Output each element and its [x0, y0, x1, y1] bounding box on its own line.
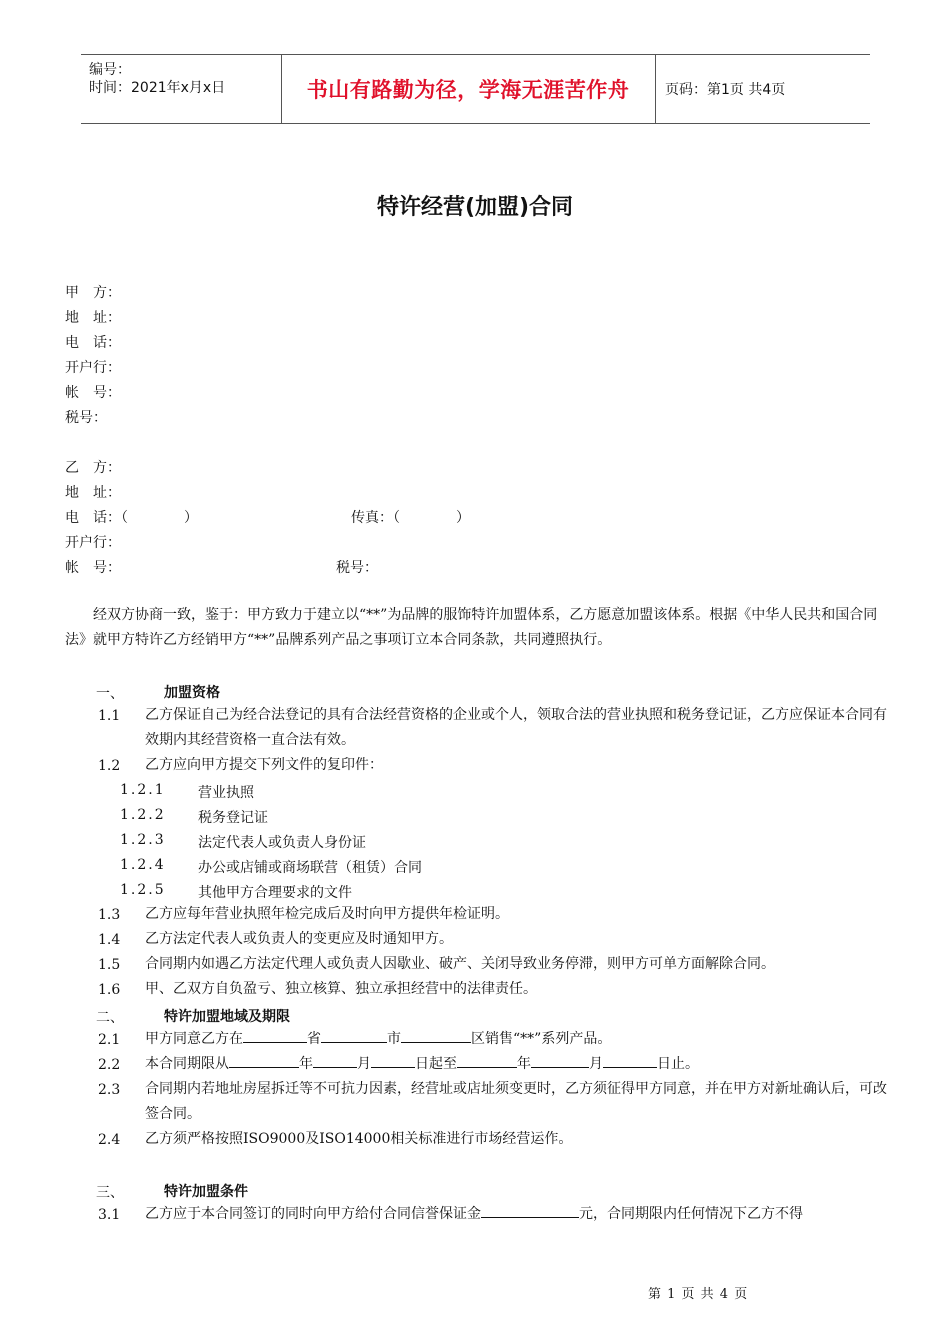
subclause-number: 1.2.4 — [120, 857, 166, 873]
subclause-number: 1.2.1 — [120, 782, 166, 798]
party-b-phone: 电 话：（ ） — [65, 510, 198, 526]
document-title: 特许经营(加盟)合同 — [376, 195, 574, 220]
subclause-text: 税务登记证 — [198, 810, 268, 826]
clause-2-4-text: 乙方须严格按照ISO9000及ISO14000相关标准进行市场经营运作。 — [145, 1131, 573, 1147]
clause-2-1-number: 2.1 — [98, 1032, 121, 1048]
clause-1-1-number: 1.1 — [98, 708, 121, 724]
page-footer: 第 1 页 共 4 页 — [648, 1287, 749, 1302]
subclause-number: 1.2.3 — [120, 832, 166, 848]
clause-2-2-number: 2.2 — [98, 1057, 121, 1073]
header-page-cell — [655, 55, 870, 123]
clause-2-1-text: 甲方同意乙方在 省 市 区销售“**”系列产品。 — [145, 1027, 611, 1052]
header-table — [81, 54, 870, 124]
clause-2-3-text: 合同期内若地址房屋拆迁等不可抗力因素，经营址或店址须变更时，乙方须征得甲方同意，并在甲方对新址确认后，可改签合同。 — [145, 1081, 887, 1122]
section-1-title: 加盟资格 — [164, 685, 220, 701]
subclause-text: 营业执照 — [198, 785, 254, 801]
clause-2-4-number: 2.4 — [98, 1132, 121, 1148]
clause-1-2-text: 乙方应向甲方提交下列文件的复印件： — [145, 757, 383, 773]
clause-1-5-text: 合同期内如遇乙方法定代理人或负责人因歇业、破产、关闭导致业务停滞，则甲方可单方面解除合同。 — [145, 956, 775, 972]
clause-3-1-number: 3.1 — [98, 1207, 121, 1223]
party-a-bank: 开户行： — [65, 360, 121, 376]
subclause-number: 1.2.5 — [120, 882, 166, 898]
section-1-number: 一、 — [96, 686, 124, 702]
clause-1-2-number: 1.2 — [98, 758, 121, 774]
party-a-account: 帐 号： — [65, 385, 121, 401]
document-number-label: 编号： — [89, 62, 131, 78]
party-b-address: 地 址： — [65, 485, 121, 501]
section-3-number: 三、 — [96, 1185, 124, 1201]
party-b-fax: 传真：（ ） — [351, 510, 470, 526]
section-3-title: 特许加盟条件 — [164, 1184, 248, 1200]
party-b-account: 帐 号： — [65, 560, 121, 576]
party-b-bank: 开户行： — [65, 535, 121, 551]
motto: 书山有路勤为径，学海无涯苦作舟 — [306, 78, 630, 102]
clause-1-6-text: 甲、乙双方自负盈亏、独立核算、独立承担经营中的法律责任。 — [145, 981, 537, 997]
clause-2-2-text: 本合同期限从 年 月 日起至 年 月 日止。 — [145, 1052, 699, 1077]
clause-1-1-text: 乙方保证自己为经合法登记的具有合法经营资格的企业或个人，领取合法的营业执照和税务登记证，乙方应保证本合同有效期内其经营资格一直合法有效。 — [145, 707, 887, 748]
page-info: 页码：第1页 共4页 — [665, 82, 786, 98]
preamble-paragraph: 经双方协商一致，鉴于：甲方致力于建立以“**”为品牌的服饰特许加盟体系，乙方愿意加盟该体系。根据《中华人民共和国合同法》就甲方特许乙方经销甲方“**”品牌系列产品之事项订立本合同条款，共同遵照执行。 — [65, 607, 878, 648]
party-a-name: 甲 方： — [65, 285, 121, 301]
clause-1-4-text: 乙方法定代表人或负责人的变更应及时通知甲方。 — [145, 931, 453, 947]
clause-1-5-number: 1.5 — [98, 957, 121, 973]
section-2-number: 二、 — [96, 1010, 124, 1026]
party-b-name: 乙 方： — [65, 460, 121, 476]
clause-1-4-number: 1.4 — [98, 932, 121, 948]
subclause-text: 其他甲方合理要求的文件 — [198, 885, 352, 901]
party-a-tax: 税号： — [65, 410, 107, 426]
clause-1-3-text: 乙方应每年营业执照年检完成后及时向甲方提供年检证明。 — [145, 906, 509, 922]
section-2-title: 特许加盟地域及期限 — [164, 1009, 290, 1025]
header-meta-cell — [81, 55, 282, 123]
subclause-number: 1.2.2 — [120, 807, 166, 823]
clause-1-6-number: 1.6 — [98, 982, 121, 998]
clause-1-3-number: 1.3 — [98, 907, 121, 923]
party-b-tax: 税号： — [336, 560, 378, 576]
document-time-label: 时间：2021年x月x日 — [89, 80, 226, 96]
party-a-phone: 电 话： — [65, 335, 121, 351]
header-motto-cell — [281, 55, 656, 123]
subclause-text: 办公或店铺或商场联营（租赁）合同 — [198, 860, 422, 876]
subclause-text: 法定代表人或负责人身份证 — [198, 835, 366, 851]
clause-3-1-text: 乙方应于本合同签订的同时向甲方给付合同信誉保证金 元，合同期限内任何情况下乙方不得 — [145, 1202, 803, 1227]
party-a-address: 地 址： — [65, 310, 121, 326]
clause-2-3-number: 2.3 — [98, 1082, 121, 1098]
